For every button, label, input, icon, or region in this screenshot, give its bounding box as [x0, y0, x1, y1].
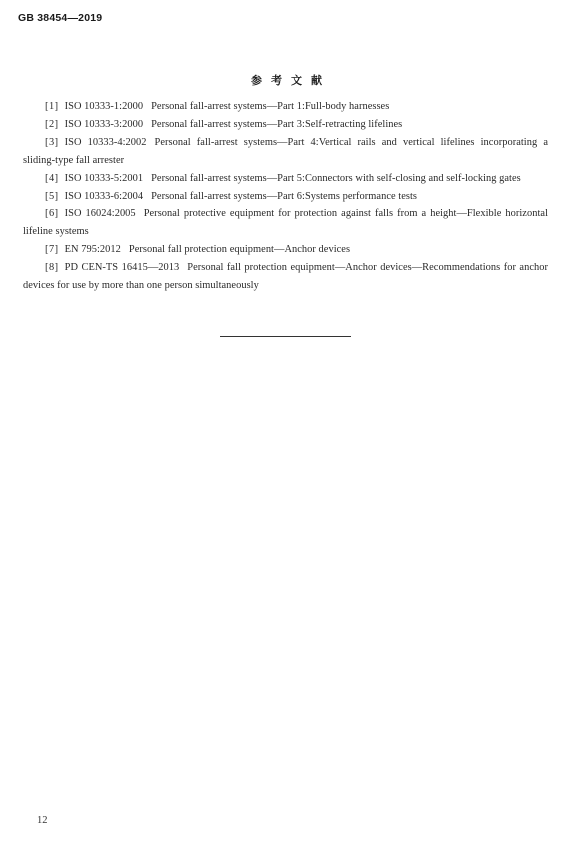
reference-item-6 [23, 205, 548, 241]
reference-item-1 [23, 98, 548, 116]
reference-text: Personal fall-arrest systems—Part 4:Vertical rails and vertical lifelines incorporating a sliding-type fall arrester [23, 136, 548, 166]
reference-number: [7] [45, 244, 59, 256]
reference-code: PD CEN-TS 16415—2013 [64, 262, 180, 274]
reference-text: Personal fall protection equipment—Anchor devices—Recommendations for anchor devices for use by more than one person simultaneously [23, 262, 548, 292]
reference-text: Personal fall-arrest systems—Part 5:Connectors with self-closing and self-locking gates [151, 172, 521, 184]
end-divider [220, 336, 351, 337]
reference-text: Personal fall-arrest systems—Part 3:Self-retracting lifelines [151, 118, 403, 130]
reference-item-2 [23, 116, 548, 134]
reference-code: ISO 10333-1:2000 [64, 101, 144, 112]
reference-text: Personal protective equipment for protection against falls from a height—Flexible horizontal lifeline systems [23, 208, 548, 238]
reference-code: ISO 16024:2005 [64, 208, 136, 220]
standard-code-header: GB 38454—2019 [18, 12, 103, 24]
reference-text: Personal fall-arrest systems—Part 6:Systems performance tests [151, 190, 418, 202]
reference-list [23, 98, 548, 295]
reference-number: [8] [45, 262, 59, 274]
reference-number: [6] [45, 208, 59, 220]
reference-text: Personal fall-arrest systems—Part 1:Full-body harnesses [151, 101, 390, 112]
reference-item-8 [23, 259, 548, 295]
reference-code: ISO 10333-3:2000 [64, 118, 144, 130]
reference-number: [1] [45, 101, 59, 112]
reference-code: ISO 10333-4:2002 [64, 136, 147, 148]
reference-number: [5] [45, 190, 59, 202]
reference-number: [2] [45, 118, 59, 130]
reference-code: EN 795:2012 [64, 244, 121, 256]
reference-item-4 [23, 170, 548, 188]
reference-number: [3] [45, 136, 59, 148]
reference-code: ISO 10333-5:2001 [64, 172, 144, 184]
reference-item-3 [23, 134, 548, 170]
reference-item-7 [23, 241, 548, 259]
reference-code: ISO 10333-6:2004 [64, 190, 144, 202]
page-number: 12 [37, 815, 48, 826]
reference-item-5 [23, 188, 548, 206]
bibliography-title: 参考文献 [251, 74, 331, 87]
reference-text: Personal fall protection equipment—Anchor devices [128, 244, 351, 256]
reference-number: [4] [45, 172, 59, 184]
